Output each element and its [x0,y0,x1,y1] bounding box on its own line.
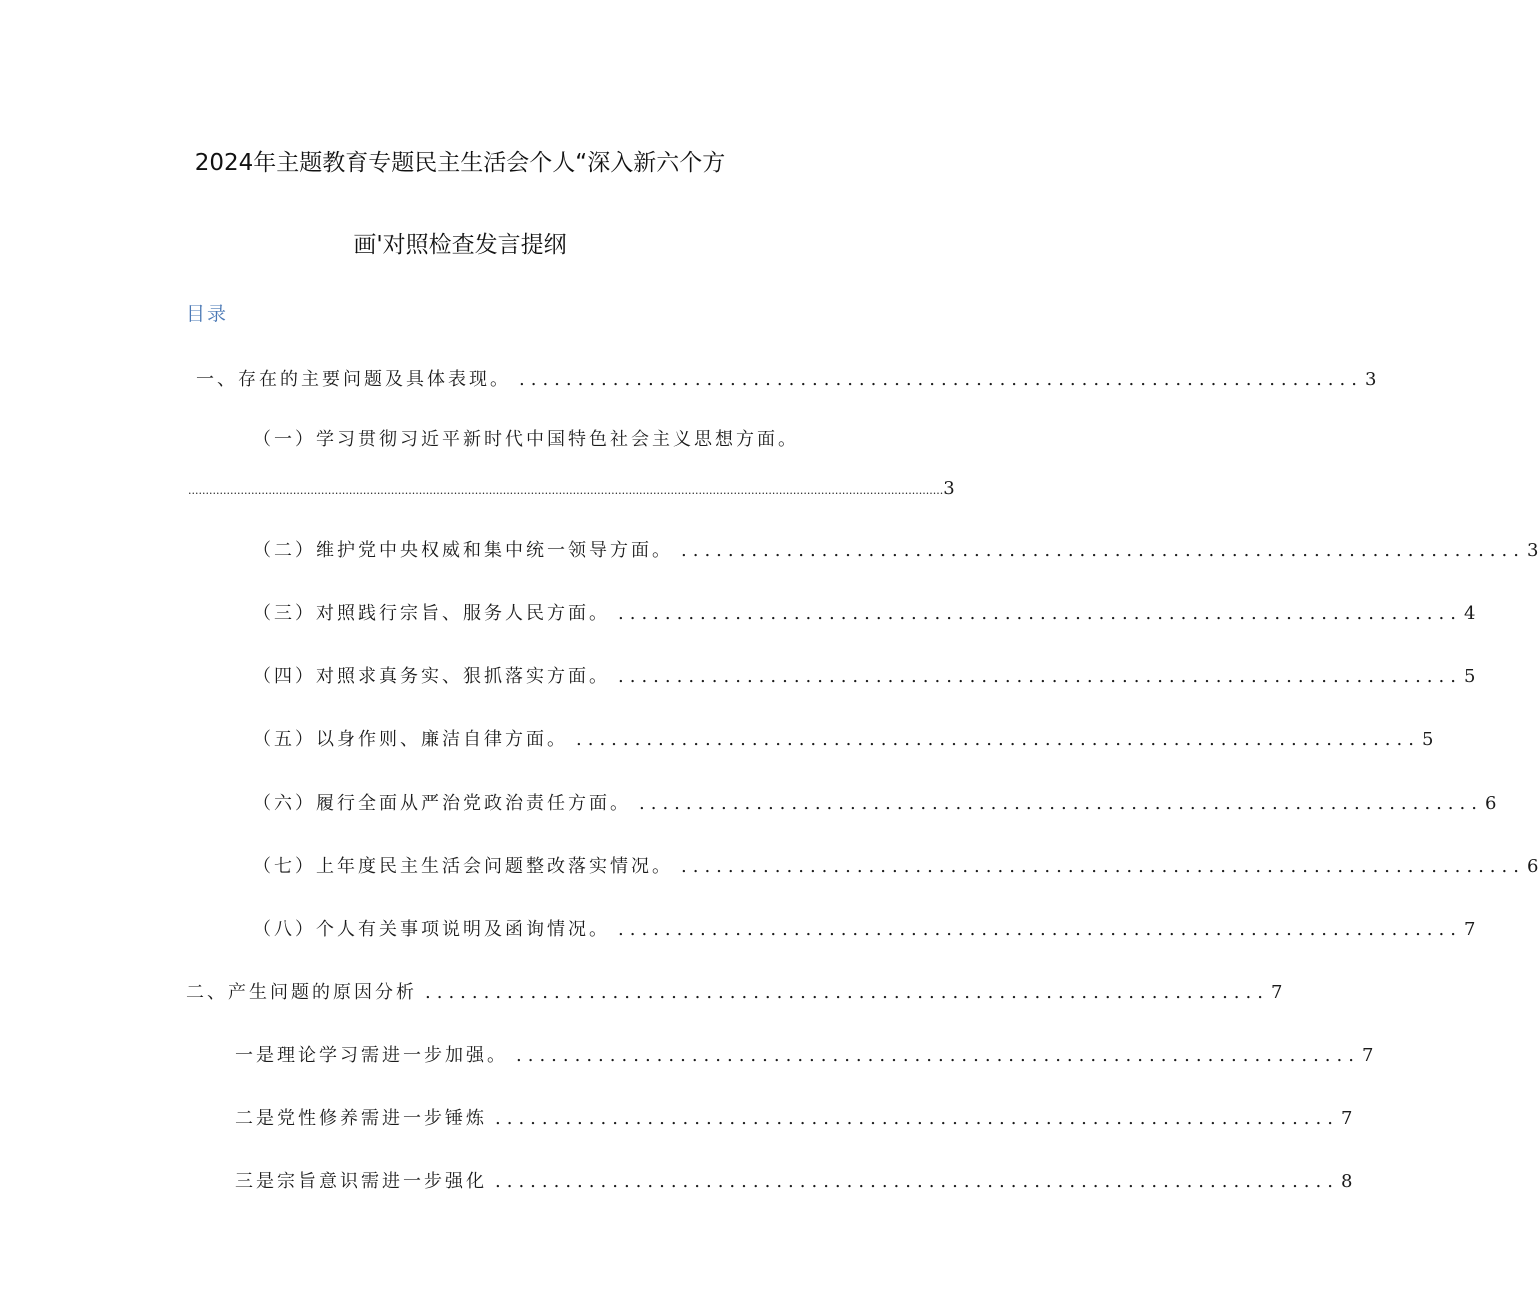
toc-page-number: 7 [1361,1045,1374,1066]
toc-page-number: 4 [1463,603,1476,624]
toc-page-number: 5 [1421,729,1434,750]
toc-page-number: 3 [943,478,955,499]
toc-entry[interactable] [253,725,1434,755]
toc-entry-label: 三是宗旨意识需进一步强化 [235,1171,487,1192]
toc-page-number: 6 [1484,793,1497,814]
toc-page-number: 8 [1340,1171,1353,1192]
toc-entry-label: （三）对照践行宗旨、服务人民方面。 [253,603,610,624]
toc-leader-dots: ........................................................................ [618,666,1462,687]
toc-entry-label: 二、产生问题的原因分析 [186,982,417,1003]
toc-entry-label: （二）维护党中央权威和集中统一领导方面。 [253,540,673,561]
toc-leader-dots: ........................................................................ [618,603,1462,624]
toc-page-number: 3 [1526,540,1538,561]
toc-leader-dots: ........................................................................ [576,729,1420,750]
toc-entry[interactable] [253,599,1476,629]
toc-entry-label: （一）学习贯彻习近平新时代中国特色社会主义思想方面。 [253,429,799,450]
toc-page-number: 3 [1364,369,1377,390]
toc-entry-label: 一是理论学习需进一步加强。 [235,1045,508,1066]
toc-entry[interactable] [253,425,799,451]
toc-leader-dots: ........................................................................ [516,1045,1360,1066]
toc-entry[interactable] [196,365,1377,395]
toc-heading: 目录 [186,303,229,325]
toc-entry-label: （四）对照求真务实、狠抓落实方面。 [253,666,610,687]
toc-entry[interactable] [235,1104,1353,1134]
toc-page-number: 7 [1340,1108,1353,1129]
toc-entry[interactable] [235,1041,1374,1071]
toc-entry[interactable] [253,852,1538,882]
toc-entry-label: （五）以身作则、廉洁自律方面。 [253,729,568,750]
toc-entry[interactable] [186,978,1283,1008]
toc-page-number: 5 [1463,666,1476,687]
toc-page-number: 7 [1463,919,1476,940]
toc-entry-label: 二是党性修养需进一步锤炼 [235,1108,487,1129]
toc-entry-continuation[interactable] [188,478,955,508]
toc-entry[interactable] [235,1167,1353,1197]
toc-leader-dots: ........................................................................ [495,1171,1339,1192]
toc-page-number: 7 [1270,982,1283,1003]
document-title-line-2: 画'对照检查发言提纲 [353,232,567,258]
document-title-line-1: 2024年主题教育专题民主生活会个人“深入新六个方 [194,150,726,176]
toc-leader-dots: ........................................................................ [618,919,1462,940]
toc-leader-dots: ........................................................................................................................................................................................................................ [188,484,944,497]
toc-entry[interactable] [253,536,1538,566]
toc-entry-label: （八）个人有关事项说明及函询情况。 [253,919,610,940]
toc-leader-dots: ........................................................................ [681,856,1525,877]
toc-entry-label: 一、存在的主要问题及具体表现。 [196,369,511,390]
toc-leader-dots: ........................................................................ [681,540,1525,561]
toc-entry-label: （七）上年度民主生活会问题整改落实情况。 [253,856,673,877]
toc-leader-dots: ........................................................................ [639,793,1483,814]
toc-leader-dots: ........................................................................ [425,982,1269,1003]
toc-page-number: 6 [1526,856,1538,877]
toc-entry[interactable] [253,789,1497,819]
toc-entry-label: （六）履行全面从严治党政治责任方面。 [253,793,631,814]
toc-leader-dots: ........................................................................ [519,369,1363,390]
toc-entry[interactable] [253,662,1476,692]
toc-entry[interactable] [253,915,1476,945]
toc-leader-dots: ........................................................................ [495,1108,1339,1129]
